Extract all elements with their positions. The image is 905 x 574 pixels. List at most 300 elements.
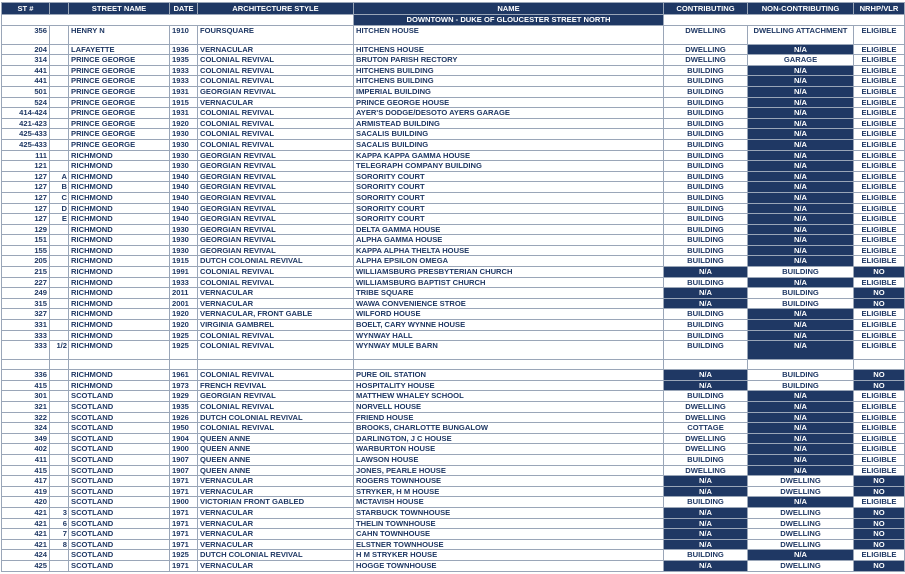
cell-nrhp: ELIGIBLE xyxy=(854,65,905,76)
cell-style: QUEEN ANNE xyxy=(198,433,354,444)
table-row[interactable] xyxy=(2,192,905,203)
cell-nrhp: ELIGIBLE xyxy=(854,44,905,55)
cell-style xyxy=(198,360,354,370)
cell-nrhp: ELIGIBLE xyxy=(854,214,905,225)
cell-street: PRINCE GEORGE xyxy=(69,65,170,76)
cell-contributing: N/A xyxy=(664,476,748,487)
cell-nrhp: ELIGIBLE xyxy=(854,454,905,465)
cell-st: 402 xyxy=(2,444,50,455)
table-row[interactable] xyxy=(2,118,905,129)
table-row[interactable] xyxy=(2,139,905,150)
cell-st: 421 xyxy=(2,539,50,550)
cell-contributing: BUILDING xyxy=(664,550,748,561)
cell-date: 1971 xyxy=(170,476,198,487)
cell-noncontributing: N/A xyxy=(748,203,854,214)
col-header-street[interactable]: STREET NAME xyxy=(69,3,170,15)
cell-nrhp: ELIGIBLE xyxy=(854,224,905,235)
cell-style: COLONIAL REVIVAL xyxy=(198,277,354,288)
cell-date: 1930 xyxy=(170,161,198,172)
cell-st: 421 xyxy=(2,507,50,518)
cell-name: SORORITY COURT xyxy=(354,182,664,193)
cell-st: 425 xyxy=(2,560,50,571)
cell-nrhp: NO xyxy=(854,539,905,550)
cell-name: WAWA CONVENIENCE STROE xyxy=(354,298,664,309)
cell-style: VERNACULAR xyxy=(198,44,354,55)
table-row[interactable] xyxy=(2,309,905,320)
cell-st xyxy=(2,360,50,370)
cell-nrhp: NO xyxy=(854,518,905,529)
cell-street: PRINCE GEORGE xyxy=(69,118,170,129)
cell-st: 349 xyxy=(2,433,50,444)
cell-style: COLONIAL REVIVAL xyxy=(198,108,354,119)
cell-date: 1991 xyxy=(170,267,198,278)
cell-style: COLONIAL REVIVAL xyxy=(198,129,354,140)
cell-st: 411 xyxy=(2,454,50,465)
table-row[interactable] xyxy=(2,518,905,529)
cell-nrhp: NO xyxy=(854,507,905,518)
cell-name: FRIEND HOUSE xyxy=(354,412,664,423)
cell-noncontributing: N/A xyxy=(748,65,854,76)
cell-st: 425-433 xyxy=(2,139,50,150)
cell-contributing: BUILDING xyxy=(664,161,748,172)
cell-suffix: 8 xyxy=(50,539,69,550)
cell-st: 121 xyxy=(2,161,50,172)
cell-date: 1940 xyxy=(170,192,198,203)
cell-style: GEORGIAN REVIVAL xyxy=(198,150,354,161)
cell-noncontributing: N/A xyxy=(748,550,854,561)
cell-st: 127 xyxy=(2,192,50,203)
table-row[interactable] xyxy=(2,402,905,413)
cell-st: 155 xyxy=(2,245,50,256)
cell-street: SCOTLAND xyxy=(69,402,170,413)
cell-nrhp: NO xyxy=(854,370,905,381)
cell-contributing: BUILDING xyxy=(664,139,748,150)
cell-st: 501 xyxy=(2,86,50,97)
cell-st: 419 xyxy=(2,486,50,497)
cell-name: STARBUCK TOWNHOUSE xyxy=(354,507,664,518)
cell-style: QUEEN ANNE xyxy=(198,444,354,455)
col-header-date[interactable]: DATE xyxy=(170,3,198,15)
cell-style: VERNACULAR xyxy=(198,539,354,550)
table-row[interactable] xyxy=(2,507,905,518)
cell-st: 417 xyxy=(2,476,50,487)
cell-style: VERNACULAR, FRONT GABLE xyxy=(198,309,354,320)
cell-contributing: BUILDING xyxy=(664,65,748,76)
cell-style: GEORGIAN REVIVAL xyxy=(198,182,354,193)
table-row[interactable] xyxy=(2,214,905,225)
col-header-nrhp[interactable]: NRHP/VLR xyxy=(854,3,905,15)
cell-nrhp: ELIGIBLE xyxy=(854,423,905,434)
cell-name: ROGERS TOWNHOUSE xyxy=(354,476,664,487)
cell-suffix xyxy=(50,476,69,487)
cell-name: KAPPA ALPHA THELTA HOUSE xyxy=(354,245,664,256)
cell-nrhp: NO xyxy=(854,560,905,571)
cell-name xyxy=(354,360,664,370)
cell-name: TRIBE SQUARE xyxy=(354,288,664,299)
cell-style: GEORGIAN REVIVAL xyxy=(198,224,354,235)
table-row[interactable] xyxy=(2,454,905,465)
cell-name: WILFORD HOUSE xyxy=(354,309,664,320)
cell-noncontributing xyxy=(748,360,854,370)
table-row[interactable] xyxy=(2,97,905,108)
cell-noncontributing: N/A xyxy=(748,161,854,172)
cell-noncontributing: N/A xyxy=(748,139,854,150)
cell-style: VICTORIAN FRONT GABLED xyxy=(198,497,354,508)
cell-nrhp: ELIGIBLE xyxy=(854,192,905,203)
cell-style: COLONIAL REVIVAL xyxy=(198,423,354,434)
table-row[interactable] xyxy=(2,277,905,288)
cell-suffix xyxy=(50,370,69,381)
cell-street: SCOTLAND xyxy=(69,486,170,497)
cell-style: VERNACULAR xyxy=(198,486,354,497)
cell-date: 1920 xyxy=(170,309,198,320)
table-row[interactable] xyxy=(2,444,905,455)
table-row[interactable] xyxy=(2,245,905,256)
table-row[interactable] xyxy=(2,182,905,193)
cell-noncontributing: N/A xyxy=(748,118,854,129)
cell-nrhp: ELIGIBLE xyxy=(854,129,905,140)
cell-date: 1930 xyxy=(170,139,198,150)
cell-contributing: BUILDING xyxy=(664,330,748,341)
cell-contributing: BUILDING xyxy=(664,309,748,320)
cell-date: 1930 xyxy=(170,235,198,246)
cell-date: 1926 xyxy=(170,412,198,423)
cell-noncontributing: N/A xyxy=(748,423,854,434)
cell-suffix xyxy=(50,298,69,309)
cell-suffix xyxy=(50,330,69,341)
table-row[interactable] xyxy=(2,235,905,246)
cell-st: 227 xyxy=(2,277,50,288)
table-row[interactable] xyxy=(2,86,905,97)
cell-street: RICHMOND xyxy=(69,171,170,182)
cell-noncontributing: DWELLING xyxy=(748,486,854,497)
cell-style: VERNACULAR xyxy=(198,288,354,299)
cell-contributing: BUILDING xyxy=(664,129,748,140)
cell-suffix xyxy=(50,267,69,278)
cell-contributing: DWELLING xyxy=(664,444,748,455)
cell-name: THELIN TOWNHOUSE xyxy=(354,518,664,529)
table-row[interactable] xyxy=(2,44,905,55)
cell-noncontributing: N/A xyxy=(748,433,854,444)
cell-st: 205 xyxy=(2,256,50,267)
cell-contributing: BUILDING xyxy=(664,320,748,331)
cell-suffix xyxy=(50,380,69,391)
cell-suffix xyxy=(50,391,69,402)
table-row[interactable] xyxy=(2,55,905,66)
cell-style: GEORGIAN REVIVAL xyxy=(198,391,354,402)
cell-nrhp: ELIGIBLE xyxy=(854,203,905,214)
table-row[interactable] xyxy=(2,203,905,214)
col-header-contributing[interactable]: CONTRIBUTING xyxy=(664,3,748,15)
cell-suffix xyxy=(50,433,69,444)
cell-date: 1933 xyxy=(170,76,198,87)
cell-date: 1925 xyxy=(170,341,198,360)
cell-name: WILLIAMSBURG BAPTIST CHURCH xyxy=(354,277,664,288)
table-row[interactable] xyxy=(2,267,905,278)
cell-suffix xyxy=(50,25,69,44)
table-row[interactable] xyxy=(2,486,905,497)
cell-st: 420 xyxy=(2,497,50,508)
cell-nrhp: ELIGIBLE xyxy=(854,55,905,66)
cell-noncontributing: N/A xyxy=(748,192,854,203)
cell-date: 1971 xyxy=(170,529,198,540)
cell-noncontributing: N/A xyxy=(748,391,854,402)
cell-street: SCOTLAND xyxy=(69,507,170,518)
cell-date: 1907 xyxy=(170,454,198,465)
cell-nrhp: ELIGIBLE xyxy=(854,108,905,119)
cell-noncontributing: N/A xyxy=(748,108,854,119)
table-row[interactable] xyxy=(2,171,905,182)
cell-name: DELTA GAMMA HOUSE xyxy=(354,224,664,235)
cell-nrhp: ELIGIBLE xyxy=(854,497,905,508)
cell-suffix: 3 xyxy=(50,507,69,518)
cell-name: DARLINGTON, J C HOUSE xyxy=(354,433,664,444)
col-header-style[interactable]: ARCHITECTURE STYLE xyxy=(198,3,354,15)
cell-date: 1940 xyxy=(170,171,198,182)
cell-nrhp: NO xyxy=(854,486,905,497)
table-row[interactable] xyxy=(2,423,905,434)
cell-date: 1925 xyxy=(170,550,198,561)
cell-date: 1930 xyxy=(170,224,198,235)
cell-street: RICHMOND xyxy=(69,214,170,225)
cell-street: SCOTLAND xyxy=(69,518,170,529)
cell-suffix xyxy=(50,86,69,97)
table-row[interactable] xyxy=(2,360,905,370)
cell-noncontributing: N/A xyxy=(748,76,854,87)
table-row[interactable] xyxy=(2,391,905,402)
cell-street: RICHMOND xyxy=(69,150,170,161)
cell-name: SORORITY COURT xyxy=(354,171,664,182)
table-row[interactable] xyxy=(2,433,905,444)
cell-date: 1930 xyxy=(170,245,198,256)
cell-style: COLONIAL REVIVAL xyxy=(198,402,354,413)
header-row xyxy=(2,3,905,15)
table-row[interactable] xyxy=(2,65,905,76)
cell-contributing: BUILDING xyxy=(664,171,748,182)
cell-name: WARBURTON HOUSE xyxy=(354,444,664,455)
cell-street: RICHMOND xyxy=(69,203,170,214)
cell-date: 1930 xyxy=(170,129,198,140)
table-row[interactable] xyxy=(2,224,905,235)
table-row[interactable] xyxy=(2,465,905,476)
table-row[interactable] xyxy=(2,76,905,87)
cell-contributing: BUILDING xyxy=(664,182,748,193)
table-row[interactable] xyxy=(2,476,905,487)
cell-date: 1971 xyxy=(170,518,198,529)
table-row[interactable] xyxy=(2,370,905,381)
table-row[interactable] xyxy=(2,550,905,561)
cell-street: HENRY N xyxy=(69,25,170,44)
cell-date: 1933 xyxy=(170,277,198,288)
cell-noncontributing: DWELLING xyxy=(748,476,854,487)
cell-noncontributing: N/A xyxy=(748,44,854,55)
cell-noncontributing: DWELLING xyxy=(748,539,854,550)
cell-name: MATTHEW WHALEY SCHOOL xyxy=(354,391,664,402)
table-row[interactable] xyxy=(2,298,905,309)
cell-contributing: N/A xyxy=(664,560,748,571)
cell-style: VERNACULAR xyxy=(198,560,354,571)
cell-nrhp: ELIGIBLE xyxy=(854,25,905,44)
cell-date: 2011 xyxy=(170,288,198,299)
cell-street: SCOTLAND xyxy=(69,476,170,487)
cell-suffix xyxy=(50,245,69,256)
cell-street: RICHMOND xyxy=(69,380,170,391)
cell-style: DUTCH COLONIAL REVIVAL xyxy=(198,550,354,561)
cell-st: 441 xyxy=(2,65,50,76)
cell-style: VERNACULAR xyxy=(198,529,354,540)
cell-street: PRINCE GEORGE xyxy=(69,76,170,87)
cell-suffix: E xyxy=(50,214,69,225)
cell-noncontributing: N/A xyxy=(748,129,854,140)
col-header-noncontributing[interactable]: NON-CONTRIBUTING xyxy=(748,3,854,15)
table-row[interactable] xyxy=(2,497,905,508)
table-row[interactable] xyxy=(2,320,905,331)
cell-name: BRUTON PARISH RECTORY xyxy=(354,55,664,66)
cell-style: COLONIAL REVIVAL xyxy=(198,341,354,360)
cell-name: HITCHEN HOUSE xyxy=(354,25,664,44)
cell-date: 1900 xyxy=(170,497,198,508)
cell-noncontributing: N/A xyxy=(748,497,854,508)
cell-date: 1973 xyxy=(170,380,198,391)
cell-date: 1940 xyxy=(170,182,198,193)
cell-st: 414-424 xyxy=(2,108,50,119)
cell-nrhp: ELIGIBLE xyxy=(854,402,905,413)
cell-street: RICHMOND xyxy=(69,224,170,235)
cell-st: 127 xyxy=(2,203,50,214)
cell-name: SORORITY COURT xyxy=(354,214,664,225)
cell-name: HOGGE TOWNHOUSE xyxy=(354,560,664,571)
cell-suffix xyxy=(50,454,69,465)
cell-contributing: N/A xyxy=(664,267,748,278)
cell-style: GEORGIAN REVIVAL xyxy=(198,203,354,214)
table-row[interactable] xyxy=(2,560,905,571)
cell-noncontributing: DWELLING xyxy=(748,507,854,518)
cell-style: COLONIAL REVIVAL xyxy=(198,76,354,87)
cell-contributing: N/A xyxy=(664,507,748,518)
cell-st: 301 xyxy=(2,391,50,402)
cell-noncontributing: N/A xyxy=(748,224,854,235)
cell-suffix: D xyxy=(50,203,69,214)
cell-street: SCOTLAND xyxy=(69,423,170,434)
table-row[interactable] xyxy=(2,161,905,172)
cell-style: QUEEN ANNE xyxy=(198,454,354,465)
table-row[interactable] xyxy=(2,256,905,267)
cell-contributing: BUILDING xyxy=(664,118,748,129)
cell-nrhp: ELIGIBLE xyxy=(854,277,905,288)
cell-contributing: DWELLING xyxy=(664,44,748,55)
cell-st: 333 xyxy=(2,341,50,360)
cell-style: COLONIAL REVIVAL xyxy=(198,370,354,381)
cell-contributing: BUILDING xyxy=(664,224,748,235)
table-row[interactable] xyxy=(2,380,905,391)
cell-suffix xyxy=(50,65,69,76)
table-row[interactable] xyxy=(2,129,905,140)
cell-noncontributing: BUILDING xyxy=(748,288,854,299)
cell-date: 1910 xyxy=(170,25,198,44)
cell-street: SCOTLAND xyxy=(69,539,170,550)
cell-style: GEORGIAN REVIVAL xyxy=(198,161,354,172)
col-header-name[interactable]: NAME xyxy=(354,3,664,15)
cell-suffix xyxy=(50,118,69,129)
cell-st: 315 xyxy=(2,298,50,309)
table-row[interactable] xyxy=(2,25,905,44)
cell-name: IMPERIAL BUILDING xyxy=(354,86,664,97)
cell-name: CAHN TOWNHOUSE xyxy=(354,529,664,540)
cell-st: 314 xyxy=(2,55,50,66)
cell-suffix xyxy=(50,277,69,288)
cell-st: 421 xyxy=(2,518,50,529)
cell-nrhp: ELIGIBLE xyxy=(854,412,905,423)
table-row[interactable] xyxy=(2,412,905,423)
cell-noncontributing: N/A xyxy=(748,330,854,341)
cell-nrhp: ELIGIBLE xyxy=(854,391,905,402)
cell-contributing xyxy=(664,360,748,370)
table-row[interactable] xyxy=(2,529,905,540)
cell-name: MCTAVISH HOUSE xyxy=(354,497,664,508)
cell-nrhp: ELIGIBLE xyxy=(854,433,905,444)
col-header-st[interactable]: ST # xyxy=(2,3,50,15)
table-row[interactable] xyxy=(2,330,905,341)
table-row[interactable] xyxy=(2,539,905,550)
cell-noncontributing: N/A xyxy=(748,214,854,225)
cell-st: 336 xyxy=(2,370,50,381)
cell-nrhp: ELIGIBLE xyxy=(854,97,905,108)
cell-nrhp: NO xyxy=(854,267,905,278)
cell-street: SCOTLAND xyxy=(69,560,170,571)
cell-style: FRENCH REVIVAL xyxy=(198,380,354,391)
cell-style: DUTCH COLONIAL REVIVAL xyxy=(198,256,354,267)
cell-contributing: BUILDING xyxy=(664,203,748,214)
cell-nrhp: ELIGIBLE xyxy=(854,76,905,87)
cell-date: 1929 xyxy=(170,391,198,402)
cell-noncontributing: N/A xyxy=(748,86,854,97)
cell-noncontributing: BUILDING xyxy=(748,267,854,278)
cell-contributing: DWELLING xyxy=(664,25,748,44)
cell-name: WYNWAY HALL xyxy=(354,330,664,341)
cell-date: 1940 xyxy=(170,214,198,225)
cell-st: 321 xyxy=(2,402,50,413)
cell-noncontributing: N/A xyxy=(748,97,854,108)
cell-noncontributing: N/A xyxy=(748,245,854,256)
cell-nrhp: ELIGIBLE xyxy=(854,245,905,256)
cell-suffix xyxy=(50,423,69,434)
cell-name: JONES, PEARLE HOUSE xyxy=(354,465,664,476)
cell-date: 1907 xyxy=(170,465,198,476)
cell-nrhp: ELIGIBLE xyxy=(854,235,905,246)
cell-date: 1933 xyxy=(170,65,198,76)
cell-style: COLONIAL REVIVAL xyxy=(198,330,354,341)
table-row[interactable] xyxy=(2,341,905,360)
cell-contributing: N/A xyxy=(664,298,748,309)
cell-suffix xyxy=(50,55,69,66)
cell-nrhp: NO xyxy=(854,476,905,487)
cell-contributing: BUILDING xyxy=(664,256,748,267)
cell-date: 1915 xyxy=(170,97,198,108)
table-row[interactable] xyxy=(2,288,905,299)
cell-st: 151 xyxy=(2,235,50,246)
cell-suffix xyxy=(50,465,69,476)
cell-date: 1925 xyxy=(170,330,198,341)
cell-st: 215 xyxy=(2,267,50,278)
cell-contributing: DWELLING xyxy=(664,412,748,423)
cell-date: 1931 xyxy=(170,86,198,97)
cell-date: 1971 xyxy=(170,507,198,518)
cell-street xyxy=(69,360,170,370)
table-row[interactable] xyxy=(2,150,905,161)
cell-name: WYNWAY MULE BARN xyxy=(354,341,664,360)
cell-style: DUTCH COLONIAL REVIVAL xyxy=(198,412,354,423)
table-row[interactable] xyxy=(2,108,905,119)
